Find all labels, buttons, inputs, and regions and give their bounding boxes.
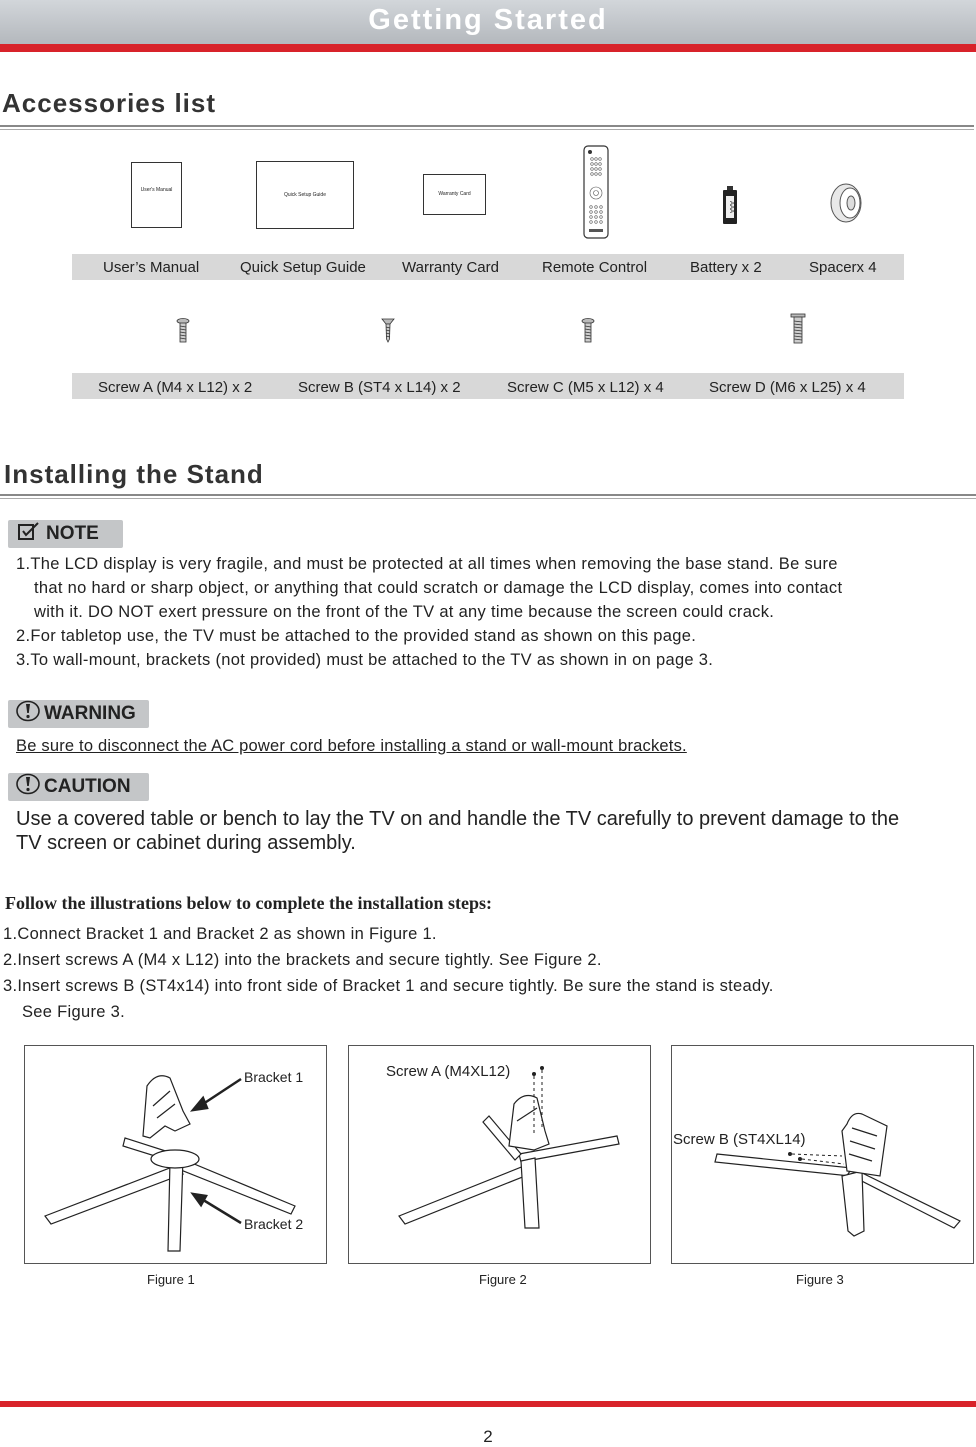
divider	[0, 125, 974, 127]
header-accent-line	[0, 44, 976, 52]
battery-icon	[722, 185, 738, 225]
step-2: 2.Insert screws A (M4 x L12) into the brackets and secure tightly. See Figure 2.	[3, 951, 602, 969]
page-title: Getting Started	[368, 4, 608, 36]
label-screw-a: Screw A (M4 x L12) x 2	[98, 379, 253, 396]
label-warranty-card: Warranty Card	[402, 259, 499, 276]
note-line-1: 1.The LCD display is very fragile, and must be protected at all times when removing the base stand. Be sure	[16, 555, 838, 573]
warning-icon	[16, 700, 40, 728]
label-spacer: Spacerx 4	[809, 259, 877, 276]
callout-bracket-1: Bracket 1	[244, 1069, 304, 1085]
follow-instructions-heading: Follow the illustrations below to complete the installation steps:	[5, 893, 492, 913]
warning-label: WARNING	[44, 703, 136, 724]
warning-text: Be sure to disconnect the AC power cord before installing a stand or wall-mount brackets.	[16, 737, 687, 755]
note-line-2: that no hard or sharp object, or anything that could scratch or damage the LCD display, comes into contact	[34, 579, 843, 597]
screw-b-icon	[381, 317, 395, 343]
warning-badge	[8, 700, 149, 728]
note-badge	[8, 520, 123, 548]
caution-icon	[16, 773, 40, 801]
page-number: 2	[483, 1427, 493, 1446]
label-users-manual: User’s Manual	[103, 259, 200, 276]
label-remote-control: Remote Control	[542, 259, 648, 276]
battery-mark: AAA	[728, 200, 734, 214]
footer-accent-line	[0, 1401, 976, 1407]
step-1: 1.Connect Bracket 1 and Bracket 2 as shown in Figure 1.	[3, 925, 437, 943]
divider	[0, 129, 974, 130]
accessories-title: Accessories list	[2, 88, 217, 118]
users-manual-image	[131, 162, 182, 228]
divider	[0, 494, 976, 496]
screw-a-icon	[176, 318, 190, 344]
spacer-icon	[829, 182, 865, 224]
label-battery: Battery x 2	[690, 259, 762, 276]
label-screw-c: Screw C (M5 x L12) x 4	[507, 379, 664, 396]
callout-screw-a: Screw A (M4XL12)	[386, 1063, 511, 1080]
callout-screw-b: Screw B (ST4XL14)	[673, 1131, 806, 1148]
step-3-continued: See Figure 3.	[22, 1003, 125, 1021]
note-line-5: 3.To wall-mount, brackets (not provided) must be attached to the TV as shown in on page 3.	[16, 651, 714, 669]
manual-cover-text: User's Manual	[140, 187, 173, 193]
note-line-4: 2.For tabletop use, the TV must be attached to the provided stand as shown on this page.	[16, 627, 697, 645]
figure-3-illustration	[672, 1046, 973, 1263]
screw-d-icon	[790, 313, 806, 345]
warranty-card-image	[423, 174, 486, 215]
label-screw-b: Screw B (ST4 x L14) x 2	[298, 379, 461, 396]
callout-bracket-2: Bracket 2	[244, 1216, 304, 1232]
figure-3-caption: Figure 3	[796, 1272, 844, 1287]
figure-1-caption: Figure 1	[147, 1272, 195, 1287]
caution-line-1: Use a covered table or bench to lay the TV on and handle the TV carefully to prevent damage to the	[16, 808, 900, 830]
note-line-3: with it. DO NOT exert pressure on the front of the TV at any time because the screen could crack.	[34, 603, 775, 621]
caution-badge	[8, 773, 149, 801]
screw-c-icon	[581, 318, 595, 344]
quick-guide-cover-text: Quick Setup Guide	[284, 192, 326, 198]
label-screw-d: Screw D (M6 x L25) x 4	[709, 379, 866, 396]
note-checkbox-icon	[18, 522, 40, 546]
step-3: 3.Insert screws B (ST4x14) into front side of Bracket 1 and secure tightly. Be sure the stand is steady.	[3, 977, 774, 995]
installing-stand-title: Installing the Stand	[4, 459, 264, 489]
figure-2-caption: Figure 2	[479, 1272, 527, 1287]
remote-control-icon	[583, 145, 609, 239]
figure-3	[671, 1045, 974, 1264]
caution-label: CAUTION	[44, 776, 131, 797]
caution-line-2: TV screen or cabinet during assembly.	[16, 832, 356, 854]
label-quick-setup-guide: Quick Setup Guide	[240, 259, 366, 276]
note-label: NOTE	[46, 523, 99, 544]
warranty-cover-text: Warranty Card	[438, 191, 471, 197]
quick-setup-guide-image	[256, 161, 354, 229]
divider	[0, 498, 976, 499]
